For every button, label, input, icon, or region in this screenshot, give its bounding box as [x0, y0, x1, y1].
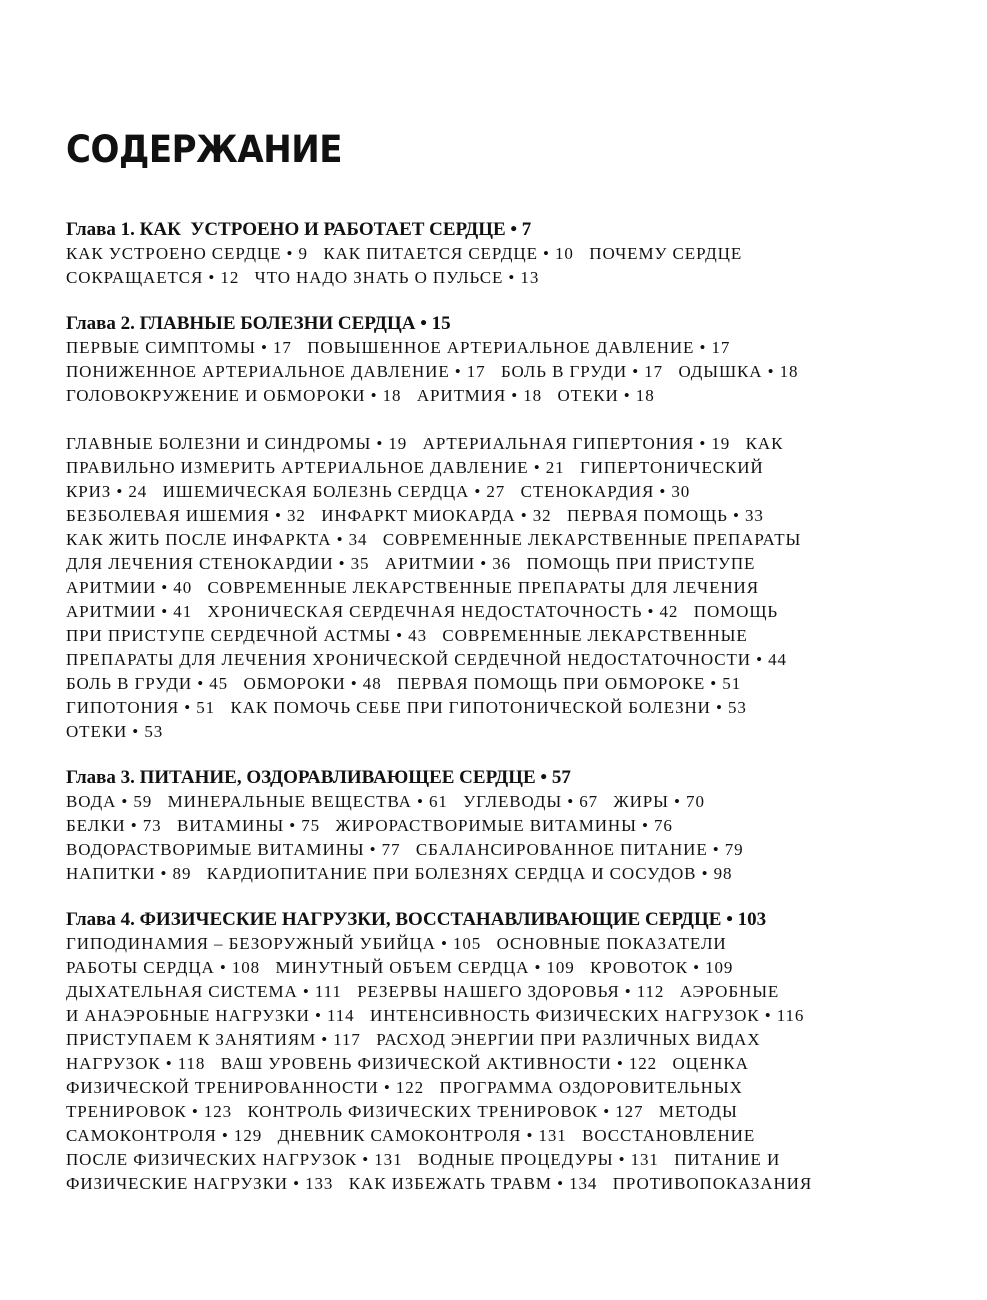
- chapter-1: [66, 218, 886, 290]
- chapter-3: [66, 766, 886, 886]
- toc-entry-line: ТРЕНИРОВОК • 123 КОНТРОЛЬ ФИЗИЧЕСКИХ ТРЕНИРОВОК • 127 МЕТОДЫ: [66, 1102, 738, 1121]
- chapter-heading: Глава 3. ПИТАНИЕ, ОЗДОРАВЛИВАЮЩЕЕ СЕРДЦЕ • 57: [66, 767, 571, 788]
- toc-entry-line: ВОДОРАСТВОРИМЫЕ ВИТАМИНЫ • 77 СБАЛАНСИРОВАННОЕ ПИТАНИЕ • 79: [66, 840, 744, 859]
- toc-entry-line: БОЛЬ В ГРУДИ • 45 ОБМОРОКИ • 48 ПЕРВАЯ ПОМОЩЬ ПРИ ОБМОРОКЕ • 51: [66, 674, 742, 693]
- chapter-list: [66, 218, 886, 1196]
- toc-entry-line: РАБОТЫ СЕРДЦА • 108 МИНУТНЫЙ ОБЪЕМ СЕРДЦА • 109 КРОВОТОК • 109: [66, 958, 734, 977]
- toc-entry-line: ПОНИЖЕННОЕ АРТЕРИАЛЬНОЕ ДАВЛЕНИЕ • 17 БОЛЬ В ГРУДИ • 17 ОДЫШКА • 18: [66, 362, 799, 381]
- chapter-heading: Глава 1. КАК УСТРОЕНО И РАБОТАЕТ СЕРДЦЕ • 7: [66, 219, 532, 240]
- toc-entry-line: ПРАВИЛЬНО ИЗМЕРИТЬ АРТЕРИАЛЬНОЕ ДАВЛЕНИЕ • 21 ГИПЕРТОНИЧЕСКИЙ: [66, 458, 764, 477]
- toc-entry-line: ДЛЯ ЛЕЧЕНИЯ СТЕНОКАРДИИ • 35 АРИТМИИ • 36 ПОМОЩЬ ПРИ ПРИСТУПЕ: [66, 554, 756, 573]
- toc-entry-line: КАК ЖИТЬ ПОСЛЕ ИНФАРКТА • 34 СОВРЕМЕННЫЕ ЛЕКАРСТВЕННЫЕ ПРЕПАРАТЫ: [66, 530, 802, 549]
- toc-entry-block: [66, 790, 886, 886]
- toc-entry-line: САМОКОНТРОЛЯ • 129 ДНЕВНИК САМОКОНТРОЛЯ • 131 ВОССТАНОВЛЕНИЕ: [66, 1126, 756, 1145]
- chapter-4: [66, 908, 886, 1196]
- toc-entry-block: [66, 336, 886, 408]
- toc-entry-line: ГОЛОВОКРУЖЕНИЕ И ОБМОРОКИ • 18 АРИТМИЯ • 18 ОТЕКИ • 18: [66, 386, 655, 405]
- table-of-contents: [66, 128, 886, 1196]
- chapter-2: [66, 312, 886, 744]
- toc-entry-line: ГИПОДИНАМИЯ – БЕЗОРУЖНЫЙ УБИЙЦА • 105 ОСНОВНЫЕ ПОКАЗАТЕЛИ: [66, 934, 727, 953]
- toc-entry-line: ПОСЛЕ ФИЗИЧЕСКИХ НАГРУЗОК • 131 ВОДНЫЕ ПРОЦЕДУРЫ • 131 ПИТАНИЕ И: [66, 1150, 781, 1169]
- page-title: СОДЕРЖАНИЕ: [66, 128, 343, 171]
- toc-entry-line: ВОДА • 59 МИНЕРАЛЬНЫЕ ВЕЩЕСТВА • 61 УГЛЕВОДЫ • 67 ЖИРЫ • 70: [66, 792, 705, 811]
- toc-entry-line: ПРЕПАРАТЫ ДЛЯ ЛЕЧЕНИЯ ХРОНИЧЕСКОЙ СЕРДЕЧНОЙ НЕДОСТАТОЧНОСТИ • 44: [66, 650, 787, 669]
- toc-entry-line: АРИТМИИ • 41 ХРОНИЧЕСКАЯ СЕРДЕЧНАЯ НЕДОСТАТОЧНОСТЬ • 42 ПОМОЩЬ: [66, 602, 779, 621]
- toc-entry-line: АРИТМИИ • 40 СОВРЕМЕННЫЕ ЛЕКАРСТВЕННЫЕ ПРЕПАРАТЫ ДЛЯ ЛЕЧЕНИЯ: [66, 578, 759, 597]
- toc-entry-line: ГИПОТОНИЯ • 51 КАК ПОМОЧЬ СЕБЕ ПРИ ГИПОТОНИЧЕСКОЙ БОЛЕЗНИ • 53: [66, 698, 747, 717]
- toc-entry-line: ГЛАВНЫЕ БОЛЕЗНИ И СИНДРОМЫ • 19 АРТЕРИАЛЬНАЯ ГИПЕРТОНИЯ • 19 КАК: [66, 434, 784, 453]
- toc-entry-line: БЕЗБОЛЕВАЯ ИШЕМИЯ • 32 ИНФАРКТ МИОКАРДА • 32 ПЕРВАЯ ПОМОЩЬ • 33: [66, 506, 764, 525]
- toc-entry-line: ПЕРВЫЕ СИМПТОМЫ • 17 ПОВЫШЕННОЕ АРТЕРИАЛЬНОЕ ДАВЛЕНИЕ • 17: [66, 338, 731, 357]
- toc-entry-line: БЕЛКИ • 73 ВИТАМИНЫ • 75 ЖИРОРАСТВОРИМЫЕ ВИТАМИНЫ • 76: [66, 816, 673, 835]
- toc-entry-line: ФИЗИЧЕСКИЕ НАГРУЗКИ • 133 КАК ИЗБЕЖАТЬ ТРАВМ • 134 ПРОТИВОПОКАЗАНИЯ: [66, 1174, 813, 1193]
- toc-entry-line: НАПИТКИ • 89 КАРДИОПИТАНИЕ ПРИ БОЛЕЗНЯХ СЕРДЦА И СОСУДОВ • 98: [66, 864, 733, 883]
- toc-entry-line: ДЫХАТЕЛЬНАЯ СИСТЕМА • 111 РЕЗЕРВЫ НАШЕГО ЗДОРОВЬЯ • 112 АЭРОБНЫЕ: [66, 982, 780, 1001]
- toc-entry-line: КРИЗ • 24 ИШЕМИЧЕСКАЯ БОЛЕЗНЬ СЕРДЦА • 27 СТЕНОКАРДИЯ • 30: [66, 482, 691, 501]
- toc-entry-line: ПРИ ПРИСТУПЕ СЕРДЕЧНОЙ АСТМЫ • 43 СОВРЕМЕННЫЕ ЛЕКАРСТВЕННЫЕ: [66, 626, 748, 645]
- toc-entry-line: НАГРУЗОК • 118 ВАШ УРОВЕНЬ ФИЗИЧЕСКОЙ АКТИВНОСТИ • 122 ОЦЕНКА: [66, 1054, 749, 1073]
- toc-entry-line: ФИЗИЧЕСКОЙ ТРЕНИРОВАННОСТИ • 122 ПРОГРАММА ОЗДОРОВИТЕЛЬНЫХ: [66, 1078, 743, 1097]
- toc-entry-line: ПРИСТУПАЕМ К ЗАНЯТИЯМ • 117 РАСХОД ЭНЕРГИИ ПРИ РАЗЛИЧНЫХ ВИДАХ: [66, 1030, 761, 1049]
- toc-entry-block: [66, 932, 886, 1196]
- toc-entry-block: [66, 242, 886, 290]
- chapter-heading: Глава 2. ГЛАВНЫЕ БОЛЕЗНИ СЕРДЦА • 15: [66, 313, 451, 334]
- toc-entry-line: ОТЕКИ • 53: [66, 722, 164, 741]
- chapter-heading: Глава 4. ФИЗИЧЕСКИЕ НАГРУЗКИ, ВОССТАНАВЛИВАЮЩИЕ СЕРДЦЕ • 103: [66, 909, 767, 930]
- toc-entry-line: И АНАЭРОБНЫЕ НАГРУЗКИ • 114 ИНТЕНСИВНОСТЬ ФИЗИЧЕСКИХ НАГРУЗОК • 116: [66, 1006, 805, 1025]
- toc-entry-block: [66, 432, 886, 744]
- toc-entry-line: КАК УСТРОЕНО СЕРДЦЕ • 9 КАК ПИТАЕТСЯ СЕРДЦЕ • 10 ПОЧЕМУ СЕРДЦЕ: [66, 244, 743, 263]
- toc-entry-line: СОКРАЩАЕТСЯ • 12 ЧТО НАДО ЗНАТЬ О ПУЛЬСЕ • 13: [66, 268, 540, 287]
